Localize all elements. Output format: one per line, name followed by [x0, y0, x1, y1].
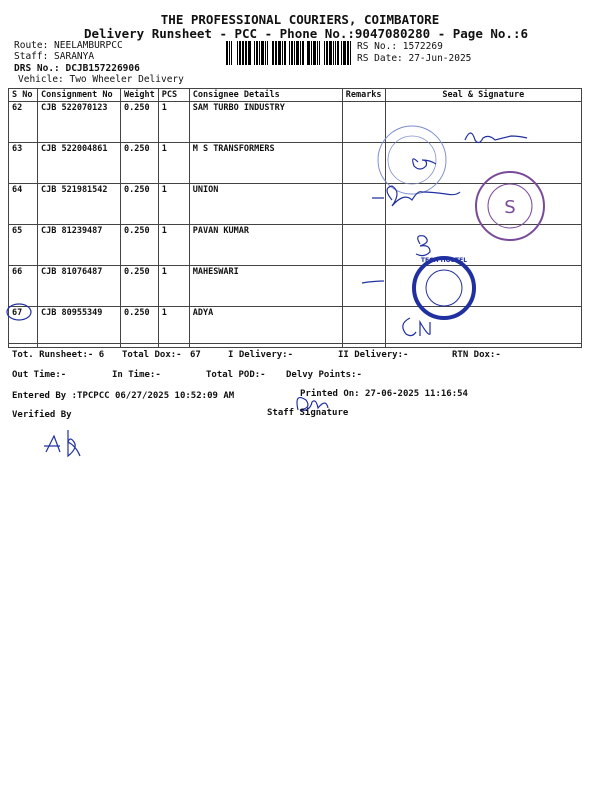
row-consignment: CJB 80955349: [38, 307, 121, 348]
row-consignee: UNION: [189, 184, 342, 225]
col-seal: Seal & Signature: [385, 89, 581, 102]
signature-63: [413, 159, 436, 169]
route: Route: NEELAMBURPCC: [14, 40, 123, 51]
printed-on: Printed On: 27-06-2025 11:16:54: [300, 389, 468, 399]
verifier-signature: [44, 430, 80, 456]
verified-by: Verified By: [12, 410, 72, 420]
entered-by: Entered By :TPCPCC 06/27/2025 10:52:09 AM: [12, 391, 235, 401]
row-weight: 0.250: [121, 143, 159, 184]
rtn-dox: RTN Dox:-: [452, 350, 501, 360]
total-pod: Total POD:-: [206, 370, 266, 380]
circle-mark: [7, 304, 31, 320]
col-pcs: PCS: [158, 89, 189, 102]
row-consignment: CJB 522070123: [38, 102, 121, 143]
signature-67: [403, 318, 430, 336]
total-dox-label: Total Dox:-: [122, 350, 182, 360]
row-sno: 66: [9, 266, 38, 307]
row-pcs: 1: [158, 266, 189, 307]
summary-divider: [8, 343, 582, 344]
signature-65: [416, 236, 430, 256]
signature-66: [362, 281, 384, 283]
company-name: THE PROFESSIONAL COURIERS, COIMBATORE: [160, 12, 440, 27]
out-time: Out Time:-: [12, 370, 67, 380]
row-consignee: PAVAN KUMAR: [189, 225, 342, 266]
vehicle: Vehicle: Two Wheeler Delivery: [18, 74, 184, 85]
svg-text:S: S: [504, 197, 516, 218]
col-weight: Weight: [121, 89, 159, 102]
runsheet-title: Delivery Runsheet - PCC - Phone No.:9047080280 - Page No.:6: [83, 26, 528, 41]
row-weight: 0.250: [121, 307, 159, 348]
row-sno: 67: [9, 307, 38, 348]
drs-number: DRS No.: DCJB157226906: [14, 63, 140, 74]
row-weight: 0.250: [121, 102, 159, 143]
delivery-points: Delvy Points:-: [286, 370, 362, 380]
hostel-stamp-icon: [414, 258, 474, 318]
row-weight: 0.250: [121, 266, 159, 307]
col-sno: S No: [9, 89, 38, 102]
in-time: In Time:-: [112, 370, 161, 380]
row-consignment: CJB 81239487: [38, 225, 121, 266]
row-consignment: CJB 521981542: [38, 184, 121, 225]
row-consignee: SAM TURBO INDUSTRY: [189, 102, 342, 143]
hostel-stamp-text: TECH HOSTEL: [420, 257, 468, 264]
row-weight: 0.250: [121, 184, 159, 225]
row-pcs: 1: [158, 225, 189, 266]
rs-number: RS No.: 1572269: [357, 41, 443, 52]
row-pcs: 1: [158, 102, 189, 143]
row-consignment: CJB 522004861: [38, 143, 121, 184]
signature-64: [372, 186, 460, 206]
row-pcs: 1: [158, 184, 189, 225]
col-remarks: Remarks: [342, 89, 385, 102]
row-consignment: CJB 81076487: [38, 266, 121, 307]
total-dox-value: 67: [190, 350, 201, 360]
row-sno: 62: [9, 102, 38, 143]
rs-date: RS Date: 27-Jun-2025: [357, 53, 472, 64]
col-consignment: Consignment No: [38, 89, 121, 102]
row-pcs: 1: [158, 143, 189, 184]
signature-62: [465, 133, 527, 143]
row-consignee: ADYA: [189, 307, 342, 348]
i-delivery: I Delivery:-: [228, 350, 294, 360]
staff-signature-label: Staff Signature: [267, 408, 349, 418]
row-weight: 0.250: [121, 225, 159, 266]
row-consignee: MAHESWARI: [189, 266, 342, 307]
row-sno: 65: [9, 225, 38, 266]
col-consignee: Consignee Details: [189, 89, 342, 102]
ii-delivery: II Delivery:-: [338, 350, 409, 360]
row-consignee: M S TRANSFORMERS: [189, 143, 342, 184]
total-runsheet: Tot. Runsheet:- 6: [12, 350, 105, 360]
row-pcs: 1: [158, 307, 189, 348]
staff: Staff: SARANYA: [14, 51, 95, 62]
row-sno: 63: [9, 143, 38, 184]
row-sno: 64: [9, 184, 38, 225]
